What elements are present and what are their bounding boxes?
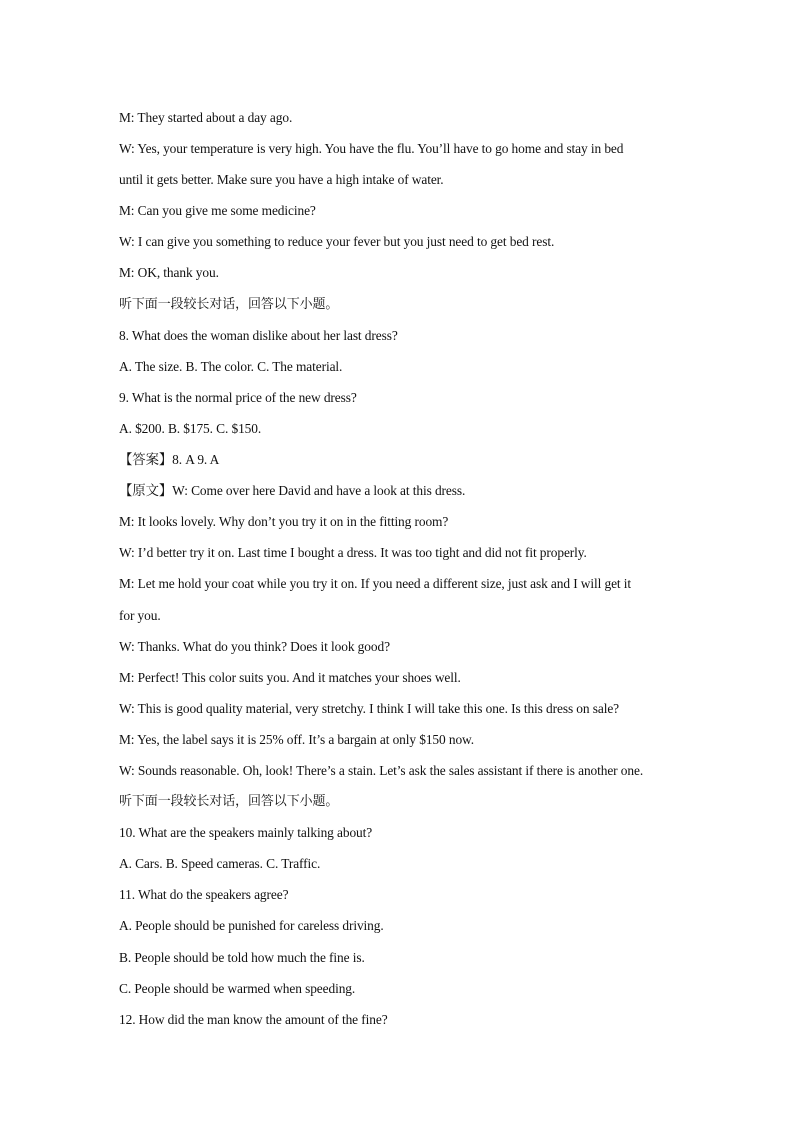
dialogue-line: W: I’d better try it on. Last time I bought a dress. It was too tight and did not fit properly.	[119, 545, 587, 561]
dialogue-line-continuation: until it gets better. Make sure you have a high intake of water.	[119, 172, 444, 188]
dialogue-line: W: I can give you something to reduce your fever but you just need to get bed rest.	[119, 234, 555, 250]
dialogue-line: M: Let me hold your coat while you try it on. If you need a different size, just ask and I will get it	[119, 576, 632, 592]
question-9: 9. What is the normal price of the new dress?	[119, 389, 357, 405]
question-9-options: A. $200. B. $175. C. $150.	[119, 420, 262, 436]
section-instruction: 听下面一段较长对话，回答以下小题。	[119, 296, 339, 312]
dialogue-line: M: It looks lovely. Why don’t you try it on in the fitting room?	[119, 514, 449, 530]
dialogue-line: M: They started about a day ago.	[119, 110, 293, 125]
dialogue-line: M: Can you give me some medicine?	[119, 203, 316, 219]
question-12: 12. How did the man know the amount of the fine?	[119, 1011, 388, 1027]
question-11-option-b: B. People should be told how much the fine is.	[119, 949, 365, 965]
dialogue-line: M: Yes, the label says it is 25% off. It’s a bargain at only $150 now.	[119, 731, 475, 747]
dialogue-line: W: Sounds reasonable. Oh, look! There’s a stain. Let’s ask the sales assistant if there is another one.	[119, 762, 644, 778]
dialogue-line: W: This is good quality material, very stretchy. I think I will take this one. Is this dress on sale?	[119, 700, 620, 716]
section-instruction: 听下面一段较长对话，回答以下小题。	[119, 794, 339, 810]
dialogue-line: M: Perfect! This color suits you. And it matches your shoes well.	[119, 669, 461, 685]
question-10: 10. What are the speakers mainly talking about?	[119, 825, 373, 841]
dialogue-line: W: Thanks. What do you think? Does it look good?	[119, 638, 390, 654]
question-11-option-a: A. People should be punished for careless driving.	[119, 918, 384, 934]
document-content	[119, 102, 679, 1035]
question-8: 8. What does the woman dislike about her last dress?	[119, 327, 398, 343]
question-10-options: A. Cars. B. Speed cameras. C. Traffic.	[119, 856, 321, 872]
question-11-option-c: C. People should be warmed when speeding.	[119, 980, 356, 996]
dialogue-line-continuation: for you.	[119, 607, 161, 623]
question-8-options: A. The size. B. The color. C. The material.	[119, 358, 343, 374]
question-11: 11. What do the speakers agree?	[119, 887, 289, 903]
dialogue-line: W: Yes, your temperature is very high. You have the flu. You’ll have to go home and stay in bed	[119, 141, 624, 157]
dialogue-line: M: OK, thank you.	[119, 265, 219, 281]
answer-key: 【答案】8. A 9. A	[119, 452, 220, 468]
transcript-start: 【原文】W: Come over here David and have a look at this dress.	[119, 483, 466, 499]
